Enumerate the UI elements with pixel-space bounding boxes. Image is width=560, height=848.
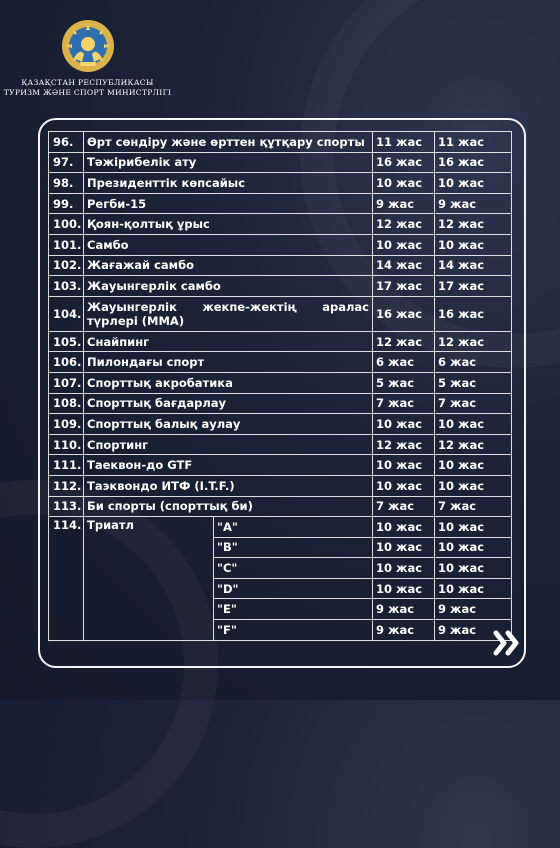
sport-name: Өрт сөндіру және өрттен құтқару спорты (84, 132, 373, 153)
sport-name: Таэквондо ИТФ (I.T.F.) (84, 475, 373, 496)
row-number: 112. (49, 475, 84, 496)
age-value: 10 жас (373, 173, 435, 194)
table-row (49, 475, 512, 496)
age-value: 10 жас (435, 475, 512, 496)
age-value: 7 жас (435, 393, 512, 414)
age-value: 10 жас (435, 234, 512, 255)
age-value: 9 жас (435, 620, 512, 641)
age-value: 5 жас (373, 372, 435, 393)
age-value: 17 жас (373, 276, 435, 297)
triathlon-category: "D" (214, 578, 373, 599)
table-row (49, 434, 512, 455)
age-value: 9 жас (373, 620, 435, 641)
triathlon-category: "A" (214, 517, 373, 538)
row-number: 106. (49, 352, 84, 373)
sport-name: Қоян-қолтық ұрыс (84, 214, 373, 235)
age-value: 16 жас (435, 152, 512, 173)
row-number: 114. (49, 517, 84, 641)
table-row (49, 132, 512, 153)
row-number: 110. (49, 434, 84, 455)
age-value: 10 жас (373, 234, 435, 255)
table-row (49, 234, 512, 255)
age-value: 10 жас (373, 537, 435, 558)
table-row (49, 255, 512, 276)
table-row (49, 496, 512, 517)
age-value: 10 жас (373, 414, 435, 435)
age-value: 10 жас (435, 455, 512, 476)
row-number: 102. (49, 255, 84, 276)
row-number: 105. (49, 331, 84, 352)
sport-name: Жауынгерлік самбо (84, 276, 373, 297)
triathlon-category: "E" (214, 599, 373, 620)
table-row (49, 414, 512, 435)
age-value: 14 жас (373, 255, 435, 276)
age-value: 10 жас (435, 578, 512, 599)
row-number: 109. (49, 414, 84, 435)
sport-name: Снайпинг (84, 331, 373, 352)
table-row (49, 455, 512, 476)
row-number: 108. (49, 393, 84, 414)
sport-name: Би спорты (спорттық би) (84, 496, 373, 517)
age-value: 9 жас (373, 599, 435, 620)
sport-name: Спорттық бағдарлау (84, 393, 373, 414)
age-value: 17 жас (435, 276, 512, 297)
age-value: 10 жас (435, 517, 512, 538)
age-value: 9 жас (435, 193, 512, 214)
triathlon-category: "B" (214, 537, 373, 558)
age-value: 10 жас (435, 173, 512, 194)
table-row (49, 214, 512, 235)
sport-name: Жауынгерлік жекпе-жектің аралас түрлері (ММА) (84, 296, 373, 331)
age-value: 6 жас (373, 352, 435, 373)
age-value: 7 жас (373, 393, 435, 414)
table-row (49, 372, 512, 393)
state-emblem-icon (60, 18, 116, 74)
sport-name: Триатл (84, 517, 214, 641)
sport-name: Таеквон-до GTF (84, 455, 373, 476)
age-value: 16 жас (435, 296, 512, 331)
row-number: 107. (49, 372, 84, 393)
sport-name: Самбо (84, 234, 373, 255)
sport-name: Спорттық балық аулау (84, 414, 373, 435)
age-value: 11 жас (435, 132, 512, 153)
age-value: 16 жас (373, 296, 435, 331)
age-value: 10 жас (373, 517, 435, 538)
sports-age-table (48, 131, 512, 641)
age-value: 9 жас (373, 193, 435, 214)
age-value: 7 жас (435, 496, 512, 517)
age-value: 12 жас (373, 214, 435, 235)
age-value: 16 жас (373, 152, 435, 173)
table-row (49, 352, 512, 373)
ministry-name-line2: ТУРИЗМ ЖӘНЕ СПОРТ МИНИСТРЛІГІ (3, 88, 172, 97)
table-row (49, 193, 512, 214)
row-number: 96. (49, 132, 84, 153)
age-value: 12 жас (435, 214, 512, 235)
sport-name: Спорттық акробатика (84, 372, 373, 393)
age-value: 10 жас (435, 414, 512, 435)
triathlon-category: "C" (214, 558, 373, 579)
age-value: 12 жас (373, 331, 435, 352)
age-value: 10 жас (373, 578, 435, 599)
ministry-name-line1: ҚАЗАҚСТАН РЕСПУБЛИКАСЫ (21, 78, 154, 87)
age-value: 7 жас (373, 496, 435, 517)
sport-name: Тәжірибелік ату (84, 152, 373, 173)
row-number: 98. (49, 173, 84, 194)
age-value: 10 жас (373, 475, 435, 496)
age-value: 10 жас (373, 455, 435, 476)
double-chevron-right-icon[interactable] (493, 630, 523, 656)
sport-name: Президенттік көпсайыс (84, 173, 373, 194)
age-value: 10 жас (435, 558, 512, 579)
table-row (49, 276, 512, 297)
row-number: 113. (49, 496, 84, 517)
age-value: 10 жас (435, 537, 512, 558)
age-value: 14 жас (435, 255, 512, 276)
age-value: 12 жас (435, 331, 512, 352)
row-number: 111. (49, 455, 84, 476)
table-row (49, 173, 512, 194)
triathlon-category: "F" (214, 620, 373, 641)
row-number: 100. (49, 214, 84, 235)
age-value: 10 жас (373, 558, 435, 579)
table-row (49, 331, 512, 352)
age-value: 12 жас (435, 434, 512, 455)
row-number: 101. (49, 234, 84, 255)
age-value: 9 жас (435, 599, 512, 620)
table-row (49, 296, 512, 331)
row-number: 103. (49, 276, 84, 297)
sport-name: Жағажай самбо (84, 255, 373, 276)
ministry-header (0, 18, 175, 98)
row-number: 97. (49, 152, 84, 173)
table-row (49, 152, 512, 173)
table-row (49, 517, 512, 538)
age-value: 11 жас (373, 132, 435, 153)
row-number: 104. (49, 296, 84, 331)
table-row (49, 393, 512, 414)
sport-name: Спортинг (84, 434, 373, 455)
row-number: 99. (49, 193, 84, 214)
sport-name: Пилондағы спорт (84, 352, 373, 373)
age-value: 5 жас (435, 372, 512, 393)
age-value: 6 жас (435, 352, 512, 373)
age-value: 12 жас (373, 434, 435, 455)
sport-name: Регби-15 (84, 193, 373, 214)
